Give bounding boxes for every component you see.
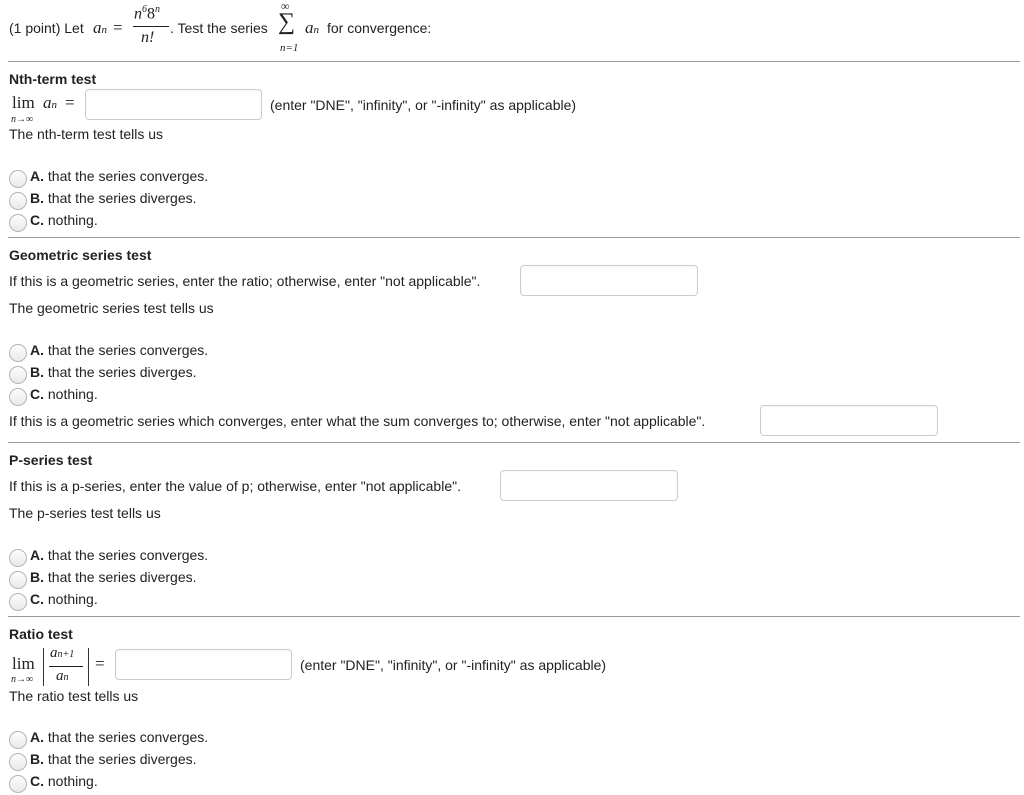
geometric-option-a[interactable]: A. that the series converges. [30,342,209,358]
for-convergence-text: for convergence: [327,20,432,36]
geometric-option-c[interactable]: C. nothing. [30,386,98,402]
limit-symbol: lim [12,654,35,673]
nth-term-option-b-radio[interactable] [9,192,27,210]
geometric-option-c-radio[interactable] [9,388,27,406]
divider [8,61,1020,62]
sum-upper-limit: ∞ [281,0,290,13]
geometric-ratio-prompt: If this is a geometric series, enter the ratio; otherwise, enter "not applicable". [9,273,481,289]
ratio-option-b-radio[interactable] [9,753,27,771]
geometric-heading: Geometric series test [9,247,152,263]
limit-symbol: lim [12,93,35,112]
nth-term-hint: (enter "DNE", "infinity", or "-infinity" as applicable) [270,97,577,113]
nth-term-option-b[interactable]: B. that the series diverges. [30,190,197,206]
geometric-sum-input[interactable] [760,405,938,436]
ratio-option-c[interactable]: C. nothing. [30,773,98,789]
pseries-p-input[interactable] [500,470,678,501]
geometric-option-a-radio[interactable] [9,344,27,362]
ratio-option-c-radio[interactable] [9,775,27,793]
ratio-hint: (enter "DNE", "infinity", or "-infinity" as applicable) [300,657,607,673]
ratio-tells-label: The ratio test tells us [9,688,139,704]
points-label: (1 point) Let [9,20,84,36]
fraction-bar [49,666,83,667]
nth-term-option-c-radio[interactable] [9,214,27,232]
nth-term-option-c[interactable]: C. nothing. [30,212,98,228]
ratio-numerator: an+1 [50,645,75,661]
fraction-denominator: n! [141,29,155,46]
sum-term: an [305,18,319,37]
an-symbol: an [43,93,57,112]
nth-term-limit-input[interactable] [85,89,262,120]
abs-bar-right [88,648,89,686]
nth-term-option-a[interactable]: A. that the series converges. [30,168,209,184]
an-symbol: an [93,18,107,37]
geometric-tells-label: The geometric series test tells us [9,300,214,316]
geometric-ratio-input[interactable] [520,265,698,296]
equals-sign: = [65,93,75,112]
abs-bar-left [43,648,44,686]
test-series-text: . Test the series [170,20,268,36]
ratio-option-a[interactable]: A. that the series converges. [30,729,209,745]
pseries-heading: P-series test [9,452,93,468]
pseries-option-c[interactable]: C. nothing. [30,591,98,607]
divider [8,237,1020,238]
limit-subscript: n→∞ [11,674,34,685]
fraction-bar [133,26,169,27]
pseries-option-a-radio[interactable] [9,549,27,567]
equals-sign: = [113,18,123,37]
ratio-option-b[interactable]: B. that the series diverges. [30,751,197,767]
pseries-option-b-radio[interactable] [9,571,27,589]
ratio-option-a-radio[interactable] [9,731,27,749]
sum-lower-limit: n=1 [280,42,299,54]
pseries-tells-label: The p-series test tells us [9,505,161,521]
fraction-numerator: $n^68^n$ [134,4,160,23]
divider [8,442,1020,443]
pseries-option-c-radio[interactable] [9,593,27,611]
limit-subscript: n→∞ [11,114,34,125]
geometric-option-b[interactable]: B. that the series diverges. [30,364,197,380]
ratio-heading: Ratio test [9,626,73,642]
geometric-sum-prompt: If this is a geometric series which converges, enter what the sum converges to; otherwise, enter "not applicable". [9,413,706,429]
nth-term-option-a-radio[interactable] [9,170,27,188]
equals-sign: = [95,654,105,673]
nth-term-heading: Nth-term test [9,71,97,87]
pseries-option-a[interactable]: A. that the series converges. [30,547,209,563]
geometric-option-b-radio[interactable] [9,366,27,384]
ratio-denominator: an [56,668,69,684]
ratio-limit-input[interactable] [115,649,292,680]
summation-icon: ∑ [278,9,296,35]
divider [8,616,1020,617]
pseries-option-b[interactable]: B. that the series diverges. [30,569,197,585]
nth-term-tells-label: The nth-term test tells us [9,126,164,142]
pseries-p-prompt: If this is a p-series, enter the value of p; otherwise, enter "not applicable". [9,478,461,494]
